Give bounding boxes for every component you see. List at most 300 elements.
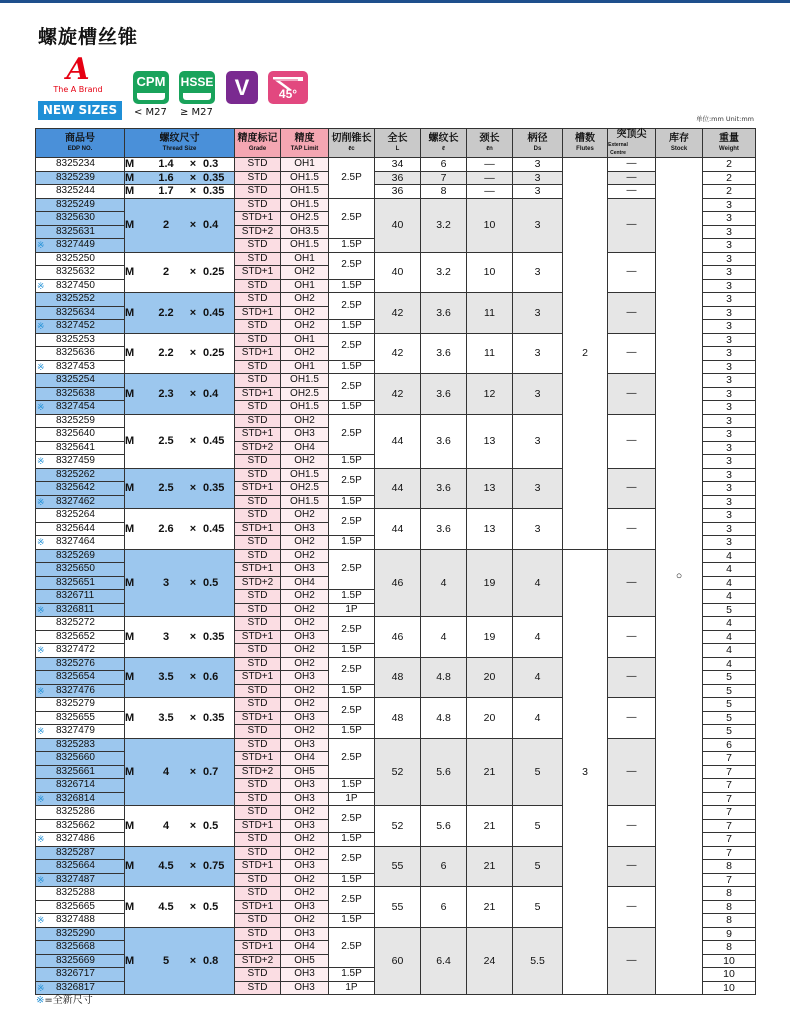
chamfer-cell: 1P xyxy=(329,603,375,617)
thread-diameter: 2.5 xyxy=(158,482,174,494)
weight-cell: 2 xyxy=(703,171,756,185)
chamfer-cell: 1.5P xyxy=(329,401,375,415)
table-row xyxy=(36,185,756,199)
edp-number: 8327454 xyxy=(56,401,95,412)
external-centre-cell: — xyxy=(608,509,656,550)
grade-cell: STD+1 xyxy=(235,347,281,361)
edp-number: 8327476 xyxy=(56,684,95,696)
table-row xyxy=(36,738,756,752)
tap-limit-cell: OH3 xyxy=(281,792,329,806)
neck-cell: 10 xyxy=(467,198,513,252)
grade-cell: STD+1 xyxy=(235,860,281,874)
edp-cell xyxy=(36,576,125,590)
thread-times: × xyxy=(189,576,197,589)
thread-m: M xyxy=(125,482,135,494)
edp-cell xyxy=(36,873,125,887)
length-cell: 55 xyxy=(375,887,421,928)
neck-cell: 13 xyxy=(467,414,513,468)
edp-number: 8327487 xyxy=(56,873,95,885)
weight-cell: 4 xyxy=(703,617,756,631)
edp-cell xyxy=(36,779,125,793)
thread-length-cell: 3.2 xyxy=(421,252,467,293)
shank-cell: 4 xyxy=(513,698,563,739)
shank-cell: 3 xyxy=(513,158,563,172)
weight-cell: 7 xyxy=(703,806,756,820)
grade-cell: STD+1 xyxy=(235,819,281,833)
thread-length-cell: 3.6 xyxy=(421,468,467,509)
chamfer-cell: 1.5P xyxy=(329,779,375,793)
thread-size-cell xyxy=(125,171,235,185)
chamfer-cell: 2.5P xyxy=(329,846,375,873)
thread-m: M xyxy=(125,434,135,447)
chamfer-cell: 1.5P xyxy=(329,590,375,604)
edp-cell xyxy=(36,927,125,941)
edp-number: 8325632 xyxy=(56,266,95,277)
weight-cell: 3 xyxy=(703,482,756,496)
edp-number: 8325664 xyxy=(56,860,95,871)
thread-pitch: 0.35 xyxy=(203,185,225,197)
length-cell: 36 xyxy=(375,171,421,185)
tap-limit-cell: OH1.5 xyxy=(281,171,329,185)
new-size-mark-icon: ※ xyxy=(37,537,45,547)
shank-cell: 4 xyxy=(513,617,563,658)
table-row xyxy=(36,698,756,712)
tap-limit-cell: OH2 xyxy=(281,914,329,928)
edp-number: 8327488 xyxy=(56,914,95,925)
tap-limit-cell: OH1 xyxy=(281,360,329,374)
thread-pitch: 0.4 xyxy=(203,387,219,400)
grade-cell: STD xyxy=(235,779,281,793)
table-row xyxy=(36,171,756,185)
weight-cell: 3 xyxy=(703,293,756,307)
length-cell: 48 xyxy=(375,657,421,698)
thread-m: M xyxy=(125,306,135,319)
weight-cell: 7 xyxy=(703,833,756,847)
edp-number: 8325634 xyxy=(56,306,95,318)
edp-cell xyxy=(36,738,125,752)
thread-length-cell: 4 xyxy=(421,617,467,658)
edp-cell xyxy=(36,158,125,172)
external-centre-cell: — xyxy=(608,468,656,509)
edp-cell xyxy=(36,833,125,847)
shank-cell: 3 xyxy=(513,171,563,185)
tap-limit-cell: OH2 xyxy=(281,306,329,320)
thread-m: M xyxy=(125,671,135,683)
edp-number: 8325631 xyxy=(56,225,95,237)
edp-number: 8327453 xyxy=(56,360,95,372)
length-cell: 44 xyxy=(375,414,421,468)
edp-cell xyxy=(36,590,125,604)
thread-size-cell xyxy=(125,617,235,658)
weight-cell: 3 xyxy=(703,374,756,388)
edp-number: 8325249 xyxy=(56,198,95,210)
tap-limit-cell: OH2 xyxy=(281,698,329,712)
shank-cell: 3 xyxy=(513,333,563,374)
external-centre-cell: — xyxy=(608,887,656,928)
grade-cell: STD+1 xyxy=(235,212,281,226)
edp-cell xyxy=(36,698,125,712)
edp-number: 8325665 xyxy=(56,900,95,912)
tap-limit-cell: OH3 xyxy=(281,428,329,442)
weight-cell: 6 xyxy=(703,738,756,752)
grade-cell: STD+1 xyxy=(235,306,281,320)
chamfer-cell: 2.5P xyxy=(329,887,375,914)
header-tap-limit: 精度 TAP Limit xyxy=(281,129,329,158)
chamfer-cell: 1.5P xyxy=(329,360,375,374)
tap-limit-cell: OH2.5 xyxy=(281,212,329,226)
thread-pitch: 0.45 xyxy=(203,522,225,535)
edp-cell xyxy=(36,198,125,212)
table-row xyxy=(36,887,756,901)
grade-cell: STD xyxy=(235,536,281,550)
thread-m: M xyxy=(125,185,135,197)
weight-cell: 3 xyxy=(703,414,756,428)
edp-cell xyxy=(36,914,125,928)
v-badge-text: V xyxy=(234,75,250,100)
thread-m: M xyxy=(125,171,135,184)
weight-cell: 5 xyxy=(703,711,756,725)
thread-diameter: 4 xyxy=(162,765,170,778)
tap-limit-cell: OH2 xyxy=(281,684,329,698)
table-row xyxy=(36,293,756,307)
edp-number: 8326717 xyxy=(56,968,95,979)
neck-cell: 19 xyxy=(467,617,513,658)
thread-length-cell: 3.6 xyxy=(421,414,467,468)
edp-cell xyxy=(36,671,125,685)
edp-number: 8327452 xyxy=(56,320,95,331)
thread-pitch: 0.6 xyxy=(203,671,219,683)
thread-m: M xyxy=(125,630,135,643)
edp-number: 8325272 xyxy=(56,617,95,628)
thread-size-cell xyxy=(125,657,235,698)
edp-number: 8325262 xyxy=(56,468,95,480)
grade-cell: STD+2 xyxy=(235,765,281,779)
new-size-mark-icon: ※ xyxy=(37,604,45,615)
edp-cell xyxy=(36,468,125,482)
edp-number: 8325252 xyxy=(56,293,95,304)
thread-size-cell xyxy=(125,468,235,509)
neck-cell: 11 xyxy=(467,333,513,374)
grade-cell: STD xyxy=(235,279,281,293)
chamfer-cell: 2.5P xyxy=(329,252,375,279)
thread-length-cell: 6 xyxy=(421,887,467,928)
edp-cell xyxy=(36,171,125,185)
thread-pitch: 0.5 xyxy=(203,819,219,832)
edp-number: 8327486 xyxy=(56,833,95,844)
weight-cell: 3 xyxy=(703,401,756,415)
tap-limit-cell: OH2.5 xyxy=(281,387,329,401)
tap-limit-cell: OH3 xyxy=(281,900,329,914)
edp-number: 8325662 xyxy=(56,819,95,831)
new-size-mark-icon: ※ xyxy=(36,995,45,1006)
weight-cell: 3 xyxy=(703,225,756,239)
weight-cell: 3 xyxy=(703,212,756,226)
grade-cell: STD xyxy=(235,981,281,995)
neck-cell: 20 xyxy=(467,698,513,739)
shank-cell: 3 xyxy=(513,414,563,468)
shank-cell: 3 xyxy=(513,509,563,550)
thread-diameter: 4.5 xyxy=(158,900,174,913)
tap-limit-cell: OH2 xyxy=(281,873,329,887)
edp-cell xyxy=(36,414,125,428)
new-size-mark-icon: ※ xyxy=(37,726,45,736)
chamfer-cell: 2.5P xyxy=(329,657,375,684)
grade-cell: STD xyxy=(235,603,281,617)
thread-m: M xyxy=(125,819,135,832)
thread-size-cell xyxy=(125,698,235,739)
length-cell: 40 xyxy=(375,252,421,293)
external-centre-cell: — xyxy=(608,927,656,995)
thread-size-cell xyxy=(125,185,235,199)
brand-name: The A Brand xyxy=(53,85,103,94)
tap-limit-cell: OH2 xyxy=(281,617,329,631)
weight-cell: 3 xyxy=(703,239,756,253)
grade-cell: STD xyxy=(235,914,281,928)
tap-limit-cell: OH3.5 xyxy=(281,225,329,239)
edp-number: 8325269 xyxy=(56,549,95,561)
tap-limit-cell: OH3 xyxy=(281,711,329,725)
table-header-row xyxy=(36,129,756,158)
thread-times: × xyxy=(189,522,197,535)
spec-table xyxy=(35,128,756,995)
edp-number: 8325640 xyxy=(56,428,95,439)
grade-cell: STD xyxy=(235,549,281,563)
edp-number: 8325239 xyxy=(56,171,95,183)
header-stock: 库存 Stock xyxy=(656,129,703,158)
external-centre-cell: — xyxy=(608,185,656,199)
edp-number: 8326817 xyxy=(56,981,95,993)
thread-diameter: 4.5 xyxy=(158,860,174,872)
chamfer-cell: 1.5P xyxy=(329,239,375,253)
edp-cell xyxy=(36,401,125,415)
thread-pitch: 0.35 xyxy=(203,711,225,724)
tap-limit-cell: OH2 xyxy=(281,887,329,901)
thread-size-cell xyxy=(125,198,235,252)
footnote xyxy=(36,991,93,1006)
tap-limit-cell: OH2 xyxy=(281,293,329,307)
thread-times: × xyxy=(189,630,197,643)
weight-cell: 7 xyxy=(703,873,756,887)
thread-pitch: 0.7 xyxy=(203,765,219,778)
shank-cell: 5.5 xyxy=(513,927,563,995)
weight-cell: 3 xyxy=(703,387,756,401)
external-centre-cell: — xyxy=(608,549,656,617)
helix-angle-text: 45° xyxy=(278,87,298,101)
neck-cell: 11 xyxy=(467,293,513,334)
tap-limit-cell: OH2 xyxy=(281,414,329,428)
grade-cell: STD xyxy=(235,887,281,901)
header-thread-size: 螺纹尺寸 Thread Size xyxy=(125,129,235,158)
edp-number: 8325279 xyxy=(56,698,95,709)
table-row xyxy=(36,198,756,212)
tap-limit-cell: OH1.5 xyxy=(281,495,329,509)
footnote-text: =全新尺寸 xyxy=(44,995,93,1006)
thread-pitch: 0.35 xyxy=(203,630,225,643)
thread-times: × xyxy=(189,266,197,278)
grade-cell: STD xyxy=(235,198,281,212)
new-size-mark-icon: ※ xyxy=(37,496,45,507)
edp-cell xyxy=(36,482,125,496)
grade-cell: STD+1 xyxy=(235,387,281,401)
new-size-mark-icon: ※ xyxy=(37,793,45,804)
grade-cell: STD+1 xyxy=(235,428,281,442)
neck-cell: 21 xyxy=(467,846,513,887)
page-title: 螺旋槽丝锥 xyxy=(38,26,139,48)
edp-number: 8325283 xyxy=(56,738,95,750)
neck-cell: 21 xyxy=(467,806,513,847)
grade-cell: STD xyxy=(235,617,281,631)
thread-m: M xyxy=(125,158,135,170)
edp-cell xyxy=(36,266,125,280)
edp-cell xyxy=(36,806,125,820)
chamfer-cell: 1.5P xyxy=(329,914,375,928)
new-size-mark-icon: ※ xyxy=(37,982,45,993)
thread-size-cell xyxy=(125,158,235,172)
edp-cell xyxy=(36,185,125,199)
table-row xyxy=(36,468,756,482)
thread-diameter: 1.4 xyxy=(158,158,174,170)
tap-limit-cell: OH3 xyxy=(281,981,329,995)
thread-size-cell xyxy=(125,806,235,847)
shank-cell: 5 xyxy=(513,738,563,806)
tap-limit-cell: OH4 xyxy=(281,576,329,590)
weight-cell: 3 xyxy=(703,522,756,536)
top-rule xyxy=(0,0,790,3)
weight-cell: 3 xyxy=(703,428,756,442)
shank-cell: 5 xyxy=(513,887,563,928)
chamfer-cell: 1.5P xyxy=(329,684,375,698)
thread-m: M xyxy=(125,576,135,589)
grade-cell: STD xyxy=(235,401,281,415)
thread-times: × xyxy=(189,765,197,778)
table-row xyxy=(36,333,756,347)
chamfer-cell: 2.5P xyxy=(329,468,375,495)
thread-length-cell: 3.6 xyxy=(421,293,467,334)
thread-size-cell xyxy=(125,333,235,374)
edp-cell xyxy=(36,630,125,644)
length-cell: 46 xyxy=(375,617,421,658)
thread-diameter: 3 xyxy=(162,576,170,589)
tap-limit-cell: OH2 xyxy=(281,806,329,820)
neck-cell: 24 xyxy=(467,927,513,995)
tap-limit-cell: OH2 xyxy=(281,657,329,671)
thread-length-cell: 3.6 xyxy=(421,509,467,550)
weight-cell: 10 xyxy=(703,954,756,968)
thread-diameter: 4 xyxy=(162,819,170,832)
edp-cell xyxy=(36,225,125,239)
grade-cell: STD xyxy=(235,846,281,860)
tap-limit-cell: OH3 xyxy=(281,738,329,752)
tap-limit-cell: OH2 xyxy=(281,833,329,847)
thread-diameter: 1.6 xyxy=(158,171,174,184)
thread-diameter: 3.5 xyxy=(158,711,174,724)
edp-number: 8326714 xyxy=(56,779,95,790)
weight-cell: 3 xyxy=(703,347,756,361)
grade-cell: STD+1 xyxy=(235,752,281,766)
thread-pitch: 0.25 xyxy=(203,266,225,278)
new-size-mark-icon: ※ xyxy=(37,915,45,925)
grade-cell: STD xyxy=(235,684,281,698)
edp-number: 8326811 xyxy=(56,603,95,615)
tap-limit-cell: OH2 xyxy=(281,509,329,523)
edp-number: 8325660 xyxy=(56,752,95,763)
edp-cell xyxy=(36,860,125,874)
header-length: 全长 L xyxy=(375,129,421,158)
edp-number: 8325661 xyxy=(56,765,95,777)
table-row xyxy=(36,252,756,266)
length-cell: 34 xyxy=(375,158,421,172)
grade-cell: STD xyxy=(235,738,281,752)
edp-number: 8325636 xyxy=(56,347,95,358)
edp-cell xyxy=(36,968,125,982)
edp-cell xyxy=(36,765,125,779)
edp-cell xyxy=(36,387,125,401)
thread-m: M xyxy=(125,347,135,359)
new-size-mark-icon: ※ xyxy=(37,280,45,291)
edp-number: 8325287 xyxy=(56,846,95,858)
chamfer-cell: 1.5P xyxy=(329,873,375,887)
grade-cell: STD xyxy=(235,171,281,185)
tap-limit-cell: OH2 xyxy=(281,320,329,334)
external-centre-cell: — xyxy=(608,333,656,374)
thread-m: M xyxy=(125,387,135,400)
thread-length-cell: 5.6 xyxy=(421,806,467,847)
weight-cell: 3 xyxy=(703,252,756,266)
grade-cell: STD xyxy=(235,333,281,347)
tap-limit-cell: OH2 xyxy=(281,603,329,617)
thread-pitch: 0.75 xyxy=(203,860,225,872)
thread-times: × xyxy=(189,671,197,683)
grade-cell: STD xyxy=(235,792,281,806)
tap-limit-cell: OH3 xyxy=(281,968,329,982)
tap-limit-cell: OH2 xyxy=(281,549,329,563)
edp-cell xyxy=(36,293,125,307)
edp-number: 8326711 xyxy=(56,590,95,601)
tap-limit-cell: OH1.5 xyxy=(281,468,329,482)
weight-cell: 3 xyxy=(703,333,756,347)
length-cell: 55 xyxy=(375,846,421,887)
thread-length-cell: 4.8 xyxy=(421,657,467,698)
weight-cell: 10 xyxy=(703,968,756,982)
edp-cell xyxy=(36,900,125,914)
new-size-mark-icon: ※ xyxy=(37,834,45,844)
thread-times: × xyxy=(189,387,197,400)
thread-pitch: 0.3 xyxy=(203,158,219,170)
edp-number: 8325250 xyxy=(56,252,95,264)
edp-number: 8325286 xyxy=(56,806,95,817)
edp-cell xyxy=(36,563,125,577)
chamfer-cell: 1.5P xyxy=(329,644,375,658)
edp-cell xyxy=(36,252,125,266)
thread-times: × xyxy=(189,482,197,494)
neck-cell: — xyxy=(467,158,513,172)
cpm-size-note: < M27 xyxy=(134,107,167,118)
shank-cell: 3 xyxy=(513,293,563,334)
grade-cell: STD+1 xyxy=(235,522,281,536)
thread-times: × xyxy=(189,185,197,197)
tap-limit-cell: OH1 xyxy=(281,252,329,266)
edp-number: 8325641 xyxy=(56,441,95,453)
chamfer-cell: 1.5P xyxy=(329,455,375,469)
tap-limit-cell: OH3 xyxy=(281,819,329,833)
shank-cell: 5 xyxy=(513,846,563,887)
tap-limit-cell: OH5 xyxy=(281,954,329,968)
brand-logo xyxy=(38,52,118,94)
thread-times: × xyxy=(189,158,197,170)
edp-number: 8325259 xyxy=(56,414,95,426)
thread-pitch: 0.45 xyxy=(203,434,225,447)
edp-number: 8327464 xyxy=(56,536,95,547)
